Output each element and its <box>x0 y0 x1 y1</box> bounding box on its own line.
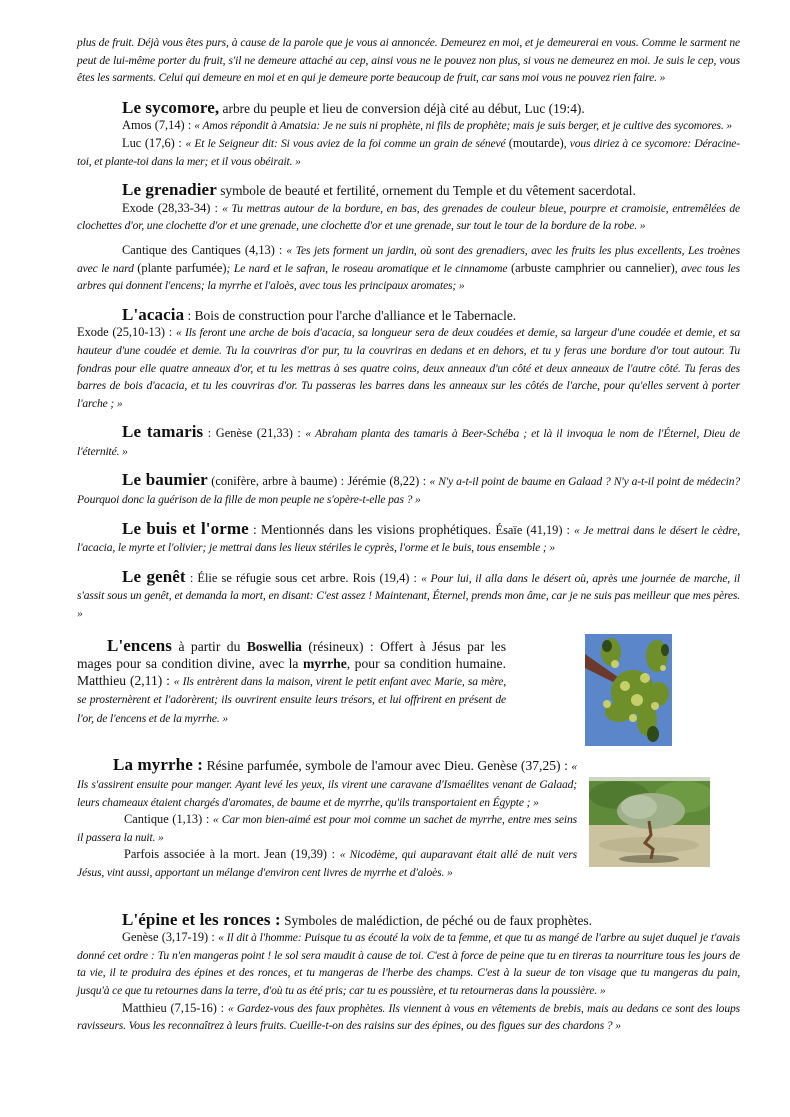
section-tamaris <box>77 424 740 460</box>
ref-label: Parfois associée à la mort. Jean (19,39) : <box>124 847 340 862</box>
genet-paragraph <box>77 566 740 623</box>
ref-quote: « Ils feront une arche de bois d'acacia, sa longueur sera de deux coudées et demie, sa largeur d'une coudée et demie, et sa hauteur d'une coudée et demie. Tu la couvriras d'or pur, tu la couvriras en dedans et en dehors, et tu y feras une bordure d'or tout autour. Tu fondras pour elle quatre anneaux d'or, et tu les mettras à ses quatre coins, deux anneaux d'un côté et deux anneaux de l'autre côté. Tu feras des barres de bois d'acacia, et tu les couvriras d'or. Tu passeras les barres dans les anneaux sur les côtés de l'arche, pour qu'elles servent à porter l'arche ; » <box>77 326 740 410</box>
epine-ref-genese <box>77 929 740 999</box>
buis-title: Le buis et l'orme <box>122 518 249 538</box>
genet-title: Le genêt <box>122 566 186 586</box>
document-page <box>77 34 740 1035</box>
myrrhe-term: myrrhe <box>302 655 347 671</box>
acacia-desc: : Bois de construction pour l'arche d'alliance et le Tabernacle. <box>184 307 517 323</box>
tamaris-title: Le tamaris <box>122 422 204 442</box>
encens-desc: , pour sa condition humaine. Matthieu (2,11) : <box>77 655 506 688</box>
myrrhe-text <box>77 757 577 881</box>
intro-paragraph <box>77 34 740 87</box>
ref-label: Luc (17,6) : <box>122 135 186 150</box>
acacia-title: L'acacia <box>122 304 185 324</box>
ref-label: Cantique des Cantiques (4,13) : <box>122 242 287 257</box>
section-epine-ronces <box>77 909 740 1035</box>
myrrhe-title: La myrrhe : <box>113 755 204 775</box>
encens-desc: (résineux) : Offert à Jésus par les mages pour sa condition divine, avec la <box>77 638 506 671</box>
baumier-desc: (conifère, arbre à baume) : Jérémie (8,22) : <box>207 474 430 489</box>
ref-quote: , vous diriez à ce sycomore: Déracine-toi, et plante-toi dans la mer; et il vous obéirait. » <box>77 136 740 168</box>
grenadier-heading <box>77 182 740 200</box>
sycomore-ref-amos <box>77 117 740 135</box>
ref-quote: « Ils entrèrent dans la maison, virent le petit enfant avec Marie, sa mère, se prosternèrent et l'adorèrent; ils ouvrirent ensuite leurs trésors, et lui offrirent en présent de l'or, de l'encens et de la myrrhe. » <box>77 674 506 725</box>
ref-note: (moutarde) <box>508 135 564 150</box>
boswellia-term: Boswellia <box>246 638 302 654</box>
ref-label: Matthieu (7,15-16) : <box>122 1000 228 1015</box>
ref-quote: « Car mon bien-aimé est pour moi comme un sachet de myrrhe, entre mes seins il passera la nuit. » <box>77 813 578 844</box>
section-baumier <box>77 472 740 508</box>
encens-paragraph <box>77 637 506 728</box>
sycomore-heading <box>77 97 740 118</box>
ref-quote: « Pour lui, il alla dans le désert où, après une journée de marche, il s'assit sous un genêt, et demanda la mort, en disant: C'est assez ! Maintenant, Éternel, prends mon âme, car je ne suis pas meilleur que mes pères. » <box>77 571 740 621</box>
encens-desc: à partir du <box>172 638 247 654</box>
epine-desc: Symboles de malédiction, de péché ou de faux prophètes. <box>280 912 592 928</box>
buis-desc: : Mentionnés dans les visions prophétiques. <box>248 521 496 537</box>
ref-label: Amos (7,14) : <box>122 118 195 133</box>
grenadier-desc: symbole de beauté et fertilité, ornement du Temple et du vêtement sacerdotal. <box>216 183 636 199</box>
myrrhe-desc: Résine parfumée, symbole de l'amour avec Dieu. Genèse (37,25) : <box>203 758 572 774</box>
ref-label: Exode (28,33-34) : <box>122 200 223 215</box>
ref-quote: « Tu mettras autour de la bordure, en bas, des grenades de couleur bleue, pourpre et cramoisie, entremêlées de clochettes d'or, une clochette d'or et une grenade, une clochette d'or et une grenade, sur tout le tour de la bordure de la robe. » <box>77 201 740 233</box>
sycomore-title: Le sycomore, <box>122 97 220 117</box>
ref-label: Genèse (3,17-19) : <box>122 930 219 945</box>
sycomore-desc: arbre du peuple et lieu de conversion déjà cité au début, Luc (19:4). <box>219 100 585 116</box>
ref-quote: ; Le nard et le safran, le roseau aromatique et le cinnamome <box>226 261 511 275</box>
baumier-title: Le baumier <box>122 470 208 490</box>
ref-quote: « Tes jets forment un jardin, où sont des grenadiers, avec les fruits les plus excellents, Les troènes avec le nard <box>77 243 740 275</box>
tamaris-paragraph <box>77 424 740 460</box>
baumier-paragraph <box>77 472 740 508</box>
ref-quote: « Et le Seigneur dit: Si vous aviez de la foi comme un grain de sénevé <box>185 136 509 150</box>
ref-quote: « Abraham planta des tamaris à Beer-Schéba ; et là il invoqua le nom de l'Éternel, Dieu de l'éternité. » <box>77 427 741 458</box>
ref-label: : Genèse (21,33) : <box>203 426 306 441</box>
section-encens <box>77 637 740 728</box>
epine-title: L'épine et les ronces : <box>122 909 281 929</box>
grenadier-ref-cantique <box>77 242 740 295</box>
genet-desc: : Élie se réfugie sous cet arbre. Rois (19,4) : <box>185 570 422 585</box>
section-sycomore <box>77 97 740 170</box>
ref-quote: « Je mettrai dans le désert le cèdre, l'acacia, le myrte et l'olivier; je mettrai dans les lieux stériles le cyprès, l'orme et le buis, tous ensemble ; » <box>77 523 740 555</box>
acacia-ref-exode <box>77 324 740 412</box>
ref-quote: , avec tous les arbres qui donnent l'encens; la myrrhe et l'aloès, avec tous les principaux aromates; » <box>77 261 741 293</box>
section-acacia <box>77 304 740 413</box>
grenadier-ref-exode <box>77 200 740 235</box>
epine-heading <box>77 909 740 930</box>
acacia-heading <box>77 304 740 325</box>
intro-quote: plus de fruit. Déjà vous êtes purs, à cause de la parole que je vous ai annoncée. Demeurez en moi, et je demeurerai en vous. Comme le sarment ne peut de lui-même porter du fruit, s'il ne demeure attaché au cep, ainsi vous ne le pouvez non plus, si vous ne demeurez en moi. Je suis le cep, vous êtes les sarments. Celui qui demeure en moi et en qui je demeure porte beaucoup de fruit, car sans moi vous ne pouvez rien faire. » <box>77 36 740 85</box>
ref-note: (plante parfumée) <box>137 260 227 275</box>
ref-label: Exode (25,10-13) : <box>77 325 176 340</box>
ref-label: Ésaïe (41,19) : <box>495 522 574 537</box>
ref-quote: « N'y a-t-il point de baume en Galaad ? N'y a-t-il point de médecin? Pourquoi donc la guérison de la fille de mon peuple ne s'opère-t-elle pas ? » <box>77 475 740 507</box>
ref-quote: « Ils s'assirent ensuite pour manger. Ayant levé les yeux, ils virent une caravane d'Ismaélites venant de Galaad; leurs chameaux étaient chargés d'aromates, de baume et de myrrhe, qu'ils transportaient en Égypte ; » <box>77 760 578 809</box>
ref-label: Cantique (1,13) : <box>124 812 213 827</box>
section-buis-orme <box>77 518 740 557</box>
section-myrrhe <box>77 757 740 881</box>
epine-ref-matthieu <box>77 1000 740 1035</box>
myrrhe-ref-cantique <box>77 811 577 846</box>
myrrhe-image <box>589 777 710 867</box>
myrrhe-ref-jean <box>77 846 577 881</box>
encens-title: L'encens <box>107 635 173 655</box>
grenadier-title: Le grenadier <box>122 180 217 200</box>
ref-quote: « Gardez-vous des faux prophètes. Ils viennent à vous en vêtements de brebis, mais au dedans ce sont des loups ravisseurs. Vous les reconnaîtrez à leurs fruits. Cueille-t-on des raisins sur des épines, ou des figues sur des chardons ? » <box>77 1001 740 1033</box>
boswellia-image <box>585 634 672 746</box>
myrrhe-shrub-illustration <box>589 777 710 867</box>
myrrhe-heading <box>77 757 577 811</box>
section-genet <box>77 566 740 623</box>
ref-quote: « Il dit à l'homme: Puisque tu as écouté la voix de ta femme, et que tu as mangé de l'arbre au sujet duquel je t'avais donné cet ordre : Tu n'en mangeras point ! le sol sera maudit à cause de toi. C'est à force de peine que tu en tireras ta nourriture tous les jours de ta vie, il te produira des épines et des ronces, et tu mangeras de l'herbe des champs. C'est à la sueur de ton visage que tu mangeras du pain, jusqu'à ce que tu retournes dans la terre, d'où tu as été pris; car tu es poussière, et tu retourneras dans la poussière. » <box>77 931 740 997</box>
buis-paragraph <box>77 518 740 557</box>
boswellia-branch-illustration <box>585 634 672 746</box>
ref-quote: « Amos répondit à Amatsia: Je ne suis ni prophète, ni fils de prophète; mais je suis berger, et je cultive des sycomores. » <box>194 119 733 133</box>
section-grenadier <box>77 182 740 295</box>
ref-note: (arbuste camphrier ou cannelier) <box>510 260 675 275</box>
sycomore-ref-luc <box>77 135 740 170</box>
ref-quote: « Nicodème, qui auparavant était allé de nuit vers Jésus, vint aussi, apportant un mélange d'environ cent livres de myrrhe et d'aloès. » <box>77 848 577 879</box>
encens-text <box>77 637 506 728</box>
